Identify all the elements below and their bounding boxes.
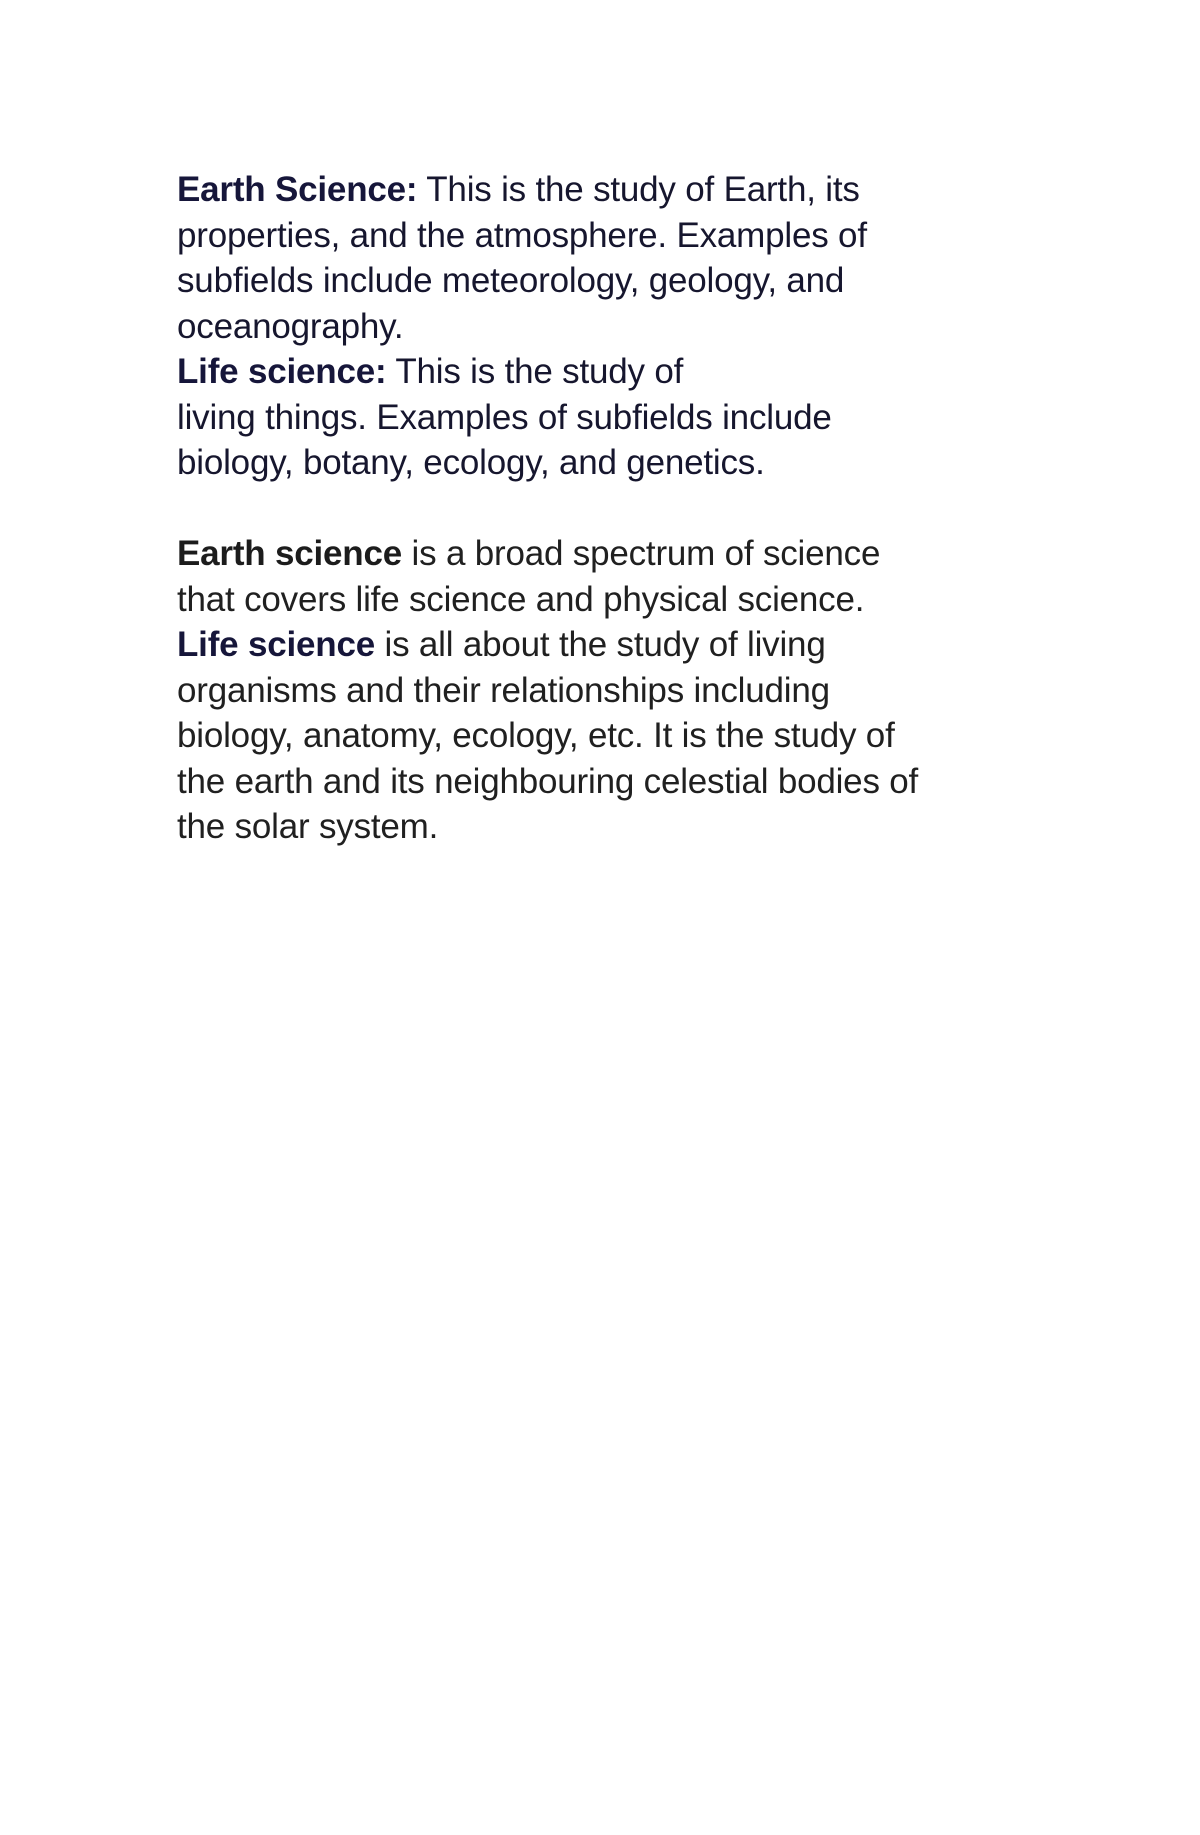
life-science-paragraph-line-2: organisms and their relationships including [177,670,830,710]
earth-science-term: Earth Science: [177,170,418,209]
life-science-definition-line-3: biology, botany, ecology, and genetics. [177,443,765,482]
life-science-definition-line-1 [177,349,1057,395]
paragraph-spacer [177,486,1057,532]
life-science-term: Life science: [177,352,387,391]
life-science-bold-term: Life science [177,625,375,664]
life-science-paragraph-line-1 [177,622,1057,668]
earth-science-definition-line-2: properties, and the atmosphere. Examples of [177,215,867,255]
earth-science-paragraph-text: is a broad spectrum of science [402,534,881,573]
document-body [177,167,1057,850]
life-science-paragraph-line-5: the solar system. [177,807,439,846]
life-science-paragraph-text: is all about the study of living [374,625,826,664]
earth-science-paragraph-line-2: that covers life science and physical science. [177,579,865,619]
earth-science-definition-line-1 [177,167,1057,213]
life-science-definition-line-2: living things. Examples of subfields include [177,397,832,437]
life-science-definition-text: This is the study of [386,352,684,391]
earth-science-paragraph-line-1 [177,531,1057,577]
earth-science-definition-line-3: subfields include meteorology, geology, and [177,261,845,300]
earth-science-definition-text: This is the study of Earth, its [417,170,860,209]
life-science-paragraph-line-4: the earth and its neighbouring celestial bodies of [177,761,919,801]
earth-science-bold-term: Earth science [177,534,403,573]
life-science-paragraph-line-3: biology, anatomy, ecology, etc. It is the study of [177,716,895,755]
earth-science-definition-line-4: oceanography. [177,306,404,346]
